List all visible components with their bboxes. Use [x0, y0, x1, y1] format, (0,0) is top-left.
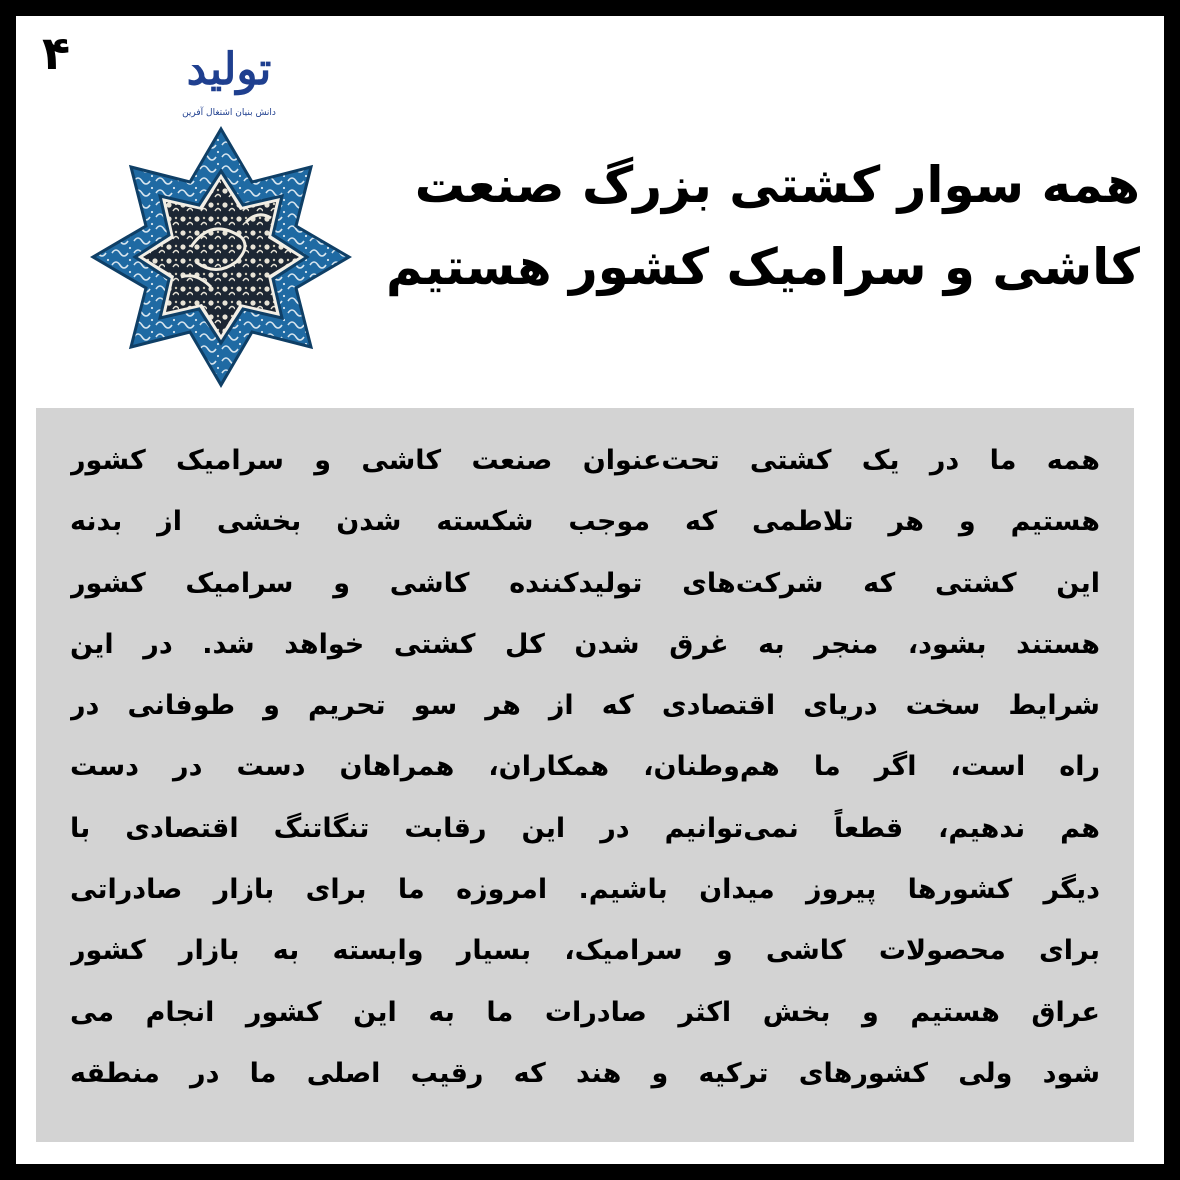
- body-line: راه است، اگر ما هم‌وطنان، همکاران، همراهان دست در دست: [70, 751, 1100, 783]
- body-line: هم ندهیم، قطعاً نمی‌توانیم در این رقابت تنگاتنگ اقتصادی با: [70, 812, 1100, 844]
- star-tile-illustration: [90, 126, 352, 388]
- logo-word: تولید: [186, 44, 272, 95]
- body-line: هستند بشود، منجر به غرق شدن کل کشتی خواهد شد. در این: [70, 628, 1100, 660]
- body-line: دیگر کشورها پیروز میدان باشیم. امروزه ما برای بازار صادراتی: [70, 874, 1100, 906]
- body-line: شرایط سخت دریای اقتصادی که از هر سو تحریم و طوفانی در: [70, 690, 1100, 722]
- brand-logo: [164, 46, 294, 132]
- body-line: هستیم و هر تلاطمی که موجب شکسته شدن بخشی از بدنه: [70, 506, 1100, 538]
- headline-line-2: کاشی و سرامیک کشور هستیم: [386, 238, 1140, 296]
- body-text-box: [36, 408, 1134, 1142]
- headline-line-1: همه سوار کشتی بزرگ صنعت: [414, 156, 1140, 214]
- logo-tagline: دانش بنیان اشتغال آفرین: [182, 108, 276, 118]
- headline: [380, 144, 1140, 308]
- body-line: همه ما در یک کشتی تحت‌عنوان صنعت کاشی و سرامیک کشور: [70, 445, 1100, 476]
- body-paragraph: [70, 430, 1100, 1104]
- page-card: [16, 16, 1164, 1164]
- body-line: این کشتی که شرکت‌های تولیدکننده کاشی و سرامیک کشور: [70, 567, 1100, 599]
- body-line: برای محصولات کاشی و سرامیک، بسیار وابسته به بازار کشور: [70, 935, 1100, 967]
- tile-center: [143, 179, 299, 335]
- body-line: عراق هستیم و بخش اکثر صادرات ما به این کشور انجام می: [70, 996, 1100, 1028]
- page-number: ۴: [42, 26, 71, 80]
- body-line: شود ولی کشورهای ترکیه و هند که رقیب اصلی ما در منطقه: [70, 1057, 1100, 1089]
